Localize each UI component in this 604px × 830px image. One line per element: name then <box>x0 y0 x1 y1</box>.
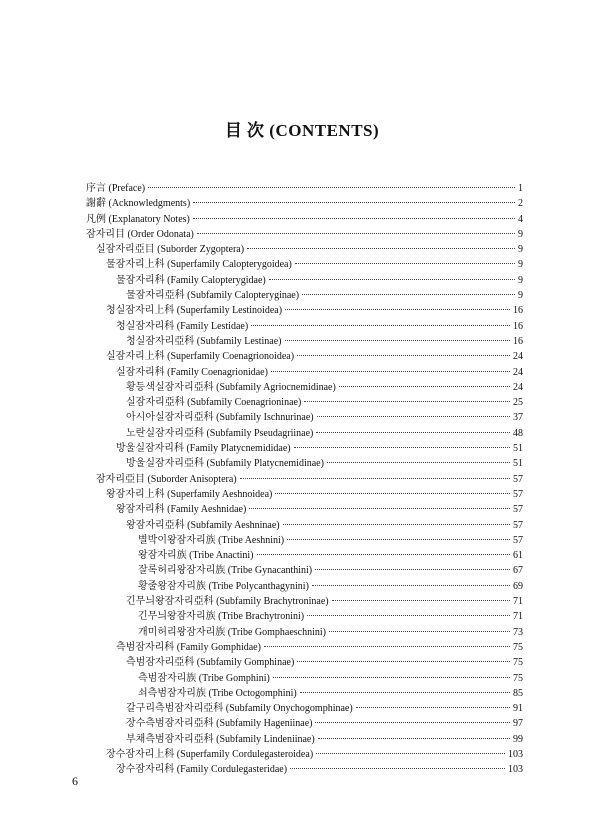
toc-entry[interactable] <box>86 732 523 747</box>
toc-entry[interactable] <box>86 762 523 777</box>
toc-entry[interactable] <box>86 625 523 640</box>
dot-leader <box>197 232 515 234</box>
toc-entry-label: 부채측범잠자리亞科 (Subfamily Lindeniinae) <box>126 733 315 745</box>
toc-entry[interactable] <box>86 426 523 441</box>
toc-entry-page: 9 <box>518 259 523 271</box>
toc-entry-page: 75 <box>513 672 523 684</box>
toc-entry-page: 85 <box>513 687 523 699</box>
dot-leader <box>294 446 510 448</box>
toc-entry-label: 序言 (Preface) <box>86 183 146 194</box>
toc-entry[interactable] <box>86 487 523 502</box>
toc-entry[interactable] <box>86 227 523 242</box>
toc-entry-page: 16 <box>513 320 523 332</box>
dot-leader <box>327 461 510 463</box>
toc-entry-label: 방울실잠자리亞科 (Subfamily Platycnemidinae) <box>126 458 324 470</box>
dot-leader <box>316 752 505 754</box>
dot-leader <box>312 584 510 586</box>
toc-entry-label: 노란실잠자리亞科 (Subfamily Pseudagriinae) <box>126 427 314 439</box>
toc-entry[interactable] <box>86 257 523 272</box>
toc-entry-page: 57 <box>513 473 523 485</box>
toc-entry-label: 잠자리亞目 (Suborder Anisoptera) <box>96 473 237 485</box>
toc-entry-page: 24 <box>513 381 523 393</box>
toc-entry[interactable] <box>86 319 523 334</box>
toc-entry-page: 51 <box>513 443 523 455</box>
toc-entry-label: 왕잠자리族 (Tribe Anactini) <box>138 550 254 562</box>
toc-entry[interactable] <box>86 410 523 425</box>
dot-leader <box>193 217 515 219</box>
toc-entry-page: 67 <box>513 565 523 577</box>
dot-leader <box>332 599 510 601</box>
toc-entry-label: 청실잠자리亞科 (Subfamily Lestinae) <box>126 335 282 347</box>
toc-entry-page: 48 <box>513 427 523 439</box>
toc-entry-label: 물잠자리上科 (Superfamily Calopterygoidea) <box>106 259 292 271</box>
toc-entry-label: 물잠자리亞科 (Subfamily Calopteryginae) <box>126 290 300 302</box>
toc-entry-page: 16 <box>513 335 523 347</box>
dot-leader <box>249 507 510 509</box>
toc-entry-page: 57 <box>513 534 523 546</box>
toc-entry[interactable] <box>86 655 523 670</box>
toc-entry[interactable] <box>86 380 523 395</box>
dot-leader <box>275 492 510 494</box>
toc-entry[interactable] <box>86 212 523 227</box>
toc-entry[interactable] <box>86 594 523 609</box>
toc-entry[interactable] <box>86 548 523 563</box>
toc-entry[interactable] <box>86 456 523 471</box>
toc-entry[interactable] <box>86 349 523 364</box>
dot-leader <box>300 691 510 693</box>
dot-leader <box>257 553 511 555</box>
toc-entry-page: 25 <box>513 397 523 409</box>
toc-entry-page: 73 <box>513 626 523 638</box>
toc-entry-label: 개미허리왕잠자리族 (Tribe Gomphaeschnini) <box>138 626 327 638</box>
dot-leader <box>148 186 515 188</box>
dot-leader <box>316 431 510 433</box>
toc-entry[interactable] <box>86 686 523 701</box>
toc-entry-label: 방울실잠자리科 (Family Platycnemididae) <box>116 443 291 455</box>
toc-entry-label: 황줄왕잠자리族 (Tribe Polycanthagynini) <box>138 580 309 592</box>
toc-entry-page: 24 <box>513 366 523 378</box>
toc-entry[interactable] <box>86 716 523 731</box>
toc-entry-label: 왕잠자리亞科 (Subfamily Aeshninae) <box>126 519 280 531</box>
toc-entry[interactable] <box>86 441 523 456</box>
toc-entry[interactable] <box>86 181 523 196</box>
dot-leader <box>315 721 510 723</box>
toc-entry-label: 잘록허리왕잠자리族 (Tribe Gynacanthini) <box>138 565 313 577</box>
toc-entry[interactable] <box>86 518 523 533</box>
toc-entry-page: 57 <box>513 519 523 531</box>
toc-entry-label: 아시아실잠자리亞科 (Subfamily Ischnurinae) <box>126 412 314 424</box>
toc-entry-label: 장수잠자리科 (Family Cordulegasteridae) <box>116 764 288 776</box>
toc-entry-label: 왕잠자리上科 (Superfamily Aeshnoidea) <box>106 488 273 500</box>
toc-entry-page: 1 <box>518 183 523 194</box>
dot-leader <box>356 706 510 708</box>
toc-entry-page: 16 <box>513 305 523 317</box>
toc-entry[interactable] <box>86 334 523 349</box>
toc-entry-page: 91 <box>513 703 523 715</box>
toc-entry[interactable] <box>86 579 523 594</box>
toc-entry-label: 측범잠자리亞科 (Subfamily Gomphinae) <box>126 657 295 669</box>
toc-entry-page: 51 <box>513 458 523 470</box>
toc-entry-label: 실잠자리上科 (Superfamily Coenagrionoidea) <box>106 351 295 363</box>
toc-entry[interactable] <box>86 273 523 288</box>
toc-entry-page: 71 <box>513 596 523 608</box>
toc-entry[interactable] <box>86 609 523 624</box>
page-number: 6 <box>72 774 78 788</box>
toc-entry[interactable] <box>86 747 523 762</box>
dot-leader <box>317 415 510 417</box>
toc-entry[interactable] <box>86 640 523 655</box>
toc-entry-page: 71 <box>513 611 523 623</box>
dot-leader <box>287 538 510 540</box>
toc-entry-page: 69 <box>513 580 523 592</box>
dot-leader <box>295 262 515 264</box>
toc-entry-page: 9 <box>518 274 523 286</box>
toc-entry-label: 왕잠자리科 (Family Aeshnidae) <box>116 504 247 516</box>
dot-leader <box>307 614 510 616</box>
toc-entry-label: 쇠측범잠자리族 (Tribe Octogomphini) <box>138 687 297 699</box>
toc-entry-label: 청실잠자리上科 (Superfamily Lestinoidea) <box>106 305 283 317</box>
toc-entry[interactable] <box>86 563 523 578</box>
dot-leader <box>273 676 510 678</box>
dot-leader <box>318 737 510 739</box>
dot-leader <box>240 477 510 479</box>
toc-entry[interactable] <box>86 671 523 686</box>
toc-entry-label: 凡例 (Explanatory Notes) <box>86 213 190 225</box>
toc-entry-label: 장수측범잠자리亞科 (Subfamily Hageniinae) <box>126 718 313 730</box>
dot-leader <box>339 385 510 387</box>
toc-entry[interactable] <box>86 395 523 410</box>
toc-entry-label: 측범잠자리族 (Tribe Gomphini) <box>138 672 270 684</box>
toc-entry-page: 2 <box>518 198 523 210</box>
dot-leader <box>297 354 510 356</box>
toc-entry-page: 9 <box>518 244 523 256</box>
dot-leader <box>271 370 510 372</box>
toc-entry-label: 긴무늬왕잠자리族 (Tribe Brachytronini) <box>138 611 305 623</box>
dot-leader <box>247 247 515 249</box>
dot-leader <box>251 324 510 326</box>
toc-entry[interactable] <box>86 502 523 517</box>
dot-leader <box>297 660 510 662</box>
page-title: 目 次 (CONTENTS) <box>224 121 380 140</box>
toc-entry-label: 측범잠자리科 (Family Gomphidae) <box>116 641 261 653</box>
toc-entry-label: 긴무늬왕잠자리亞科 (Subfamily Brachytroninae) <box>126 596 329 608</box>
toc-entry-page: 97 <box>513 718 523 730</box>
toc-entry-label: 謝辭 (Acknowledgments) <box>86 198 191 210</box>
toc-entry-label: 실잠자리亞目 (Suborder Zygoptera) <box>96 244 245 256</box>
toc-entry-page: 61 <box>513 550 523 562</box>
toc-entry-label: 별박이왕잠자리族 (Tribe Aeshnini) <box>138 534 285 546</box>
toc-entry[interactable] <box>86 701 523 716</box>
toc-entry[interactable] <box>86 472 523 487</box>
toc-entry-label: 장수잠자리上科 (Superfamily Cordulegasteroidea) <box>106 748 314 760</box>
dot-leader <box>329 630 510 632</box>
toc-entry-page: 103 <box>508 748 523 760</box>
toc-entry-label: 청실잠자리科 (Family Lestidae) <box>116 320 249 332</box>
toc-entry-page: 75 <box>513 641 523 653</box>
toc-entry[interactable] <box>86 303 523 318</box>
toc-entry[interactable] <box>86 242 523 257</box>
toc-entry[interactable] <box>86 365 523 380</box>
toc-entry-page: 103 <box>508 764 523 776</box>
table-of-contents <box>86 181 523 778</box>
toc-entry-page: 75 <box>513 657 523 669</box>
dot-leader <box>264 645 510 647</box>
dot-leader <box>304 400 510 402</box>
dot-leader <box>283 523 510 525</box>
toc-entry[interactable] <box>86 196 523 211</box>
dot-leader <box>285 308 510 310</box>
toc-entry-page: 4 <box>518 213 523 225</box>
toc-entry-label: 실잠자리亞科 (Subfamily Coenagrioninae) <box>126 397 302 409</box>
toc-entry-page: 24 <box>513 351 523 363</box>
toc-entry-label: 잠자리目 (Order Odonata) <box>86 228 194 240</box>
toc-entry[interactable] <box>86 533 523 548</box>
toc-entry-page: 9 <box>518 290 523 302</box>
dot-leader <box>290 767 505 769</box>
dot-leader <box>269 278 515 280</box>
toc-entry-page: 9 <box>518 228 523 240</box>
dot-leader <box>285 339 511 341</box>
dot-leader <box>302 293 515 295</box>
toc-entry-page: 99 <box>513 733 523 745</box>
toc-entry-label: 황등색실잠자리亞科 (Subfamily Agriocnemidinae) <box>126 381 336 393</box>
toc-entry-label: 갈구리측범잠자리亞科 (Subfamily Onychogomphinae) <box>126 703 353 715</box>
toc-entry[interactable] <box>86 288 523 303</box>
dot-leader <box>193 201 515 203</box>
toc-entry-label: 실잠자리科 (Family Coenagrionidae) <box>116 366 268 378</box>
dot-leader <box>315 568 510 570</box>
toc-entry-page: 57 <box>513 488 523 500</box>
toc-entry-label: 물잠자리科 (Family Calopterygidae) <box>116 274 266 286</box>
toc-entry-page: 37 <box>513 412 523 424</box>
toc-entry-page: 57 <box>513 504 523 516</box>
